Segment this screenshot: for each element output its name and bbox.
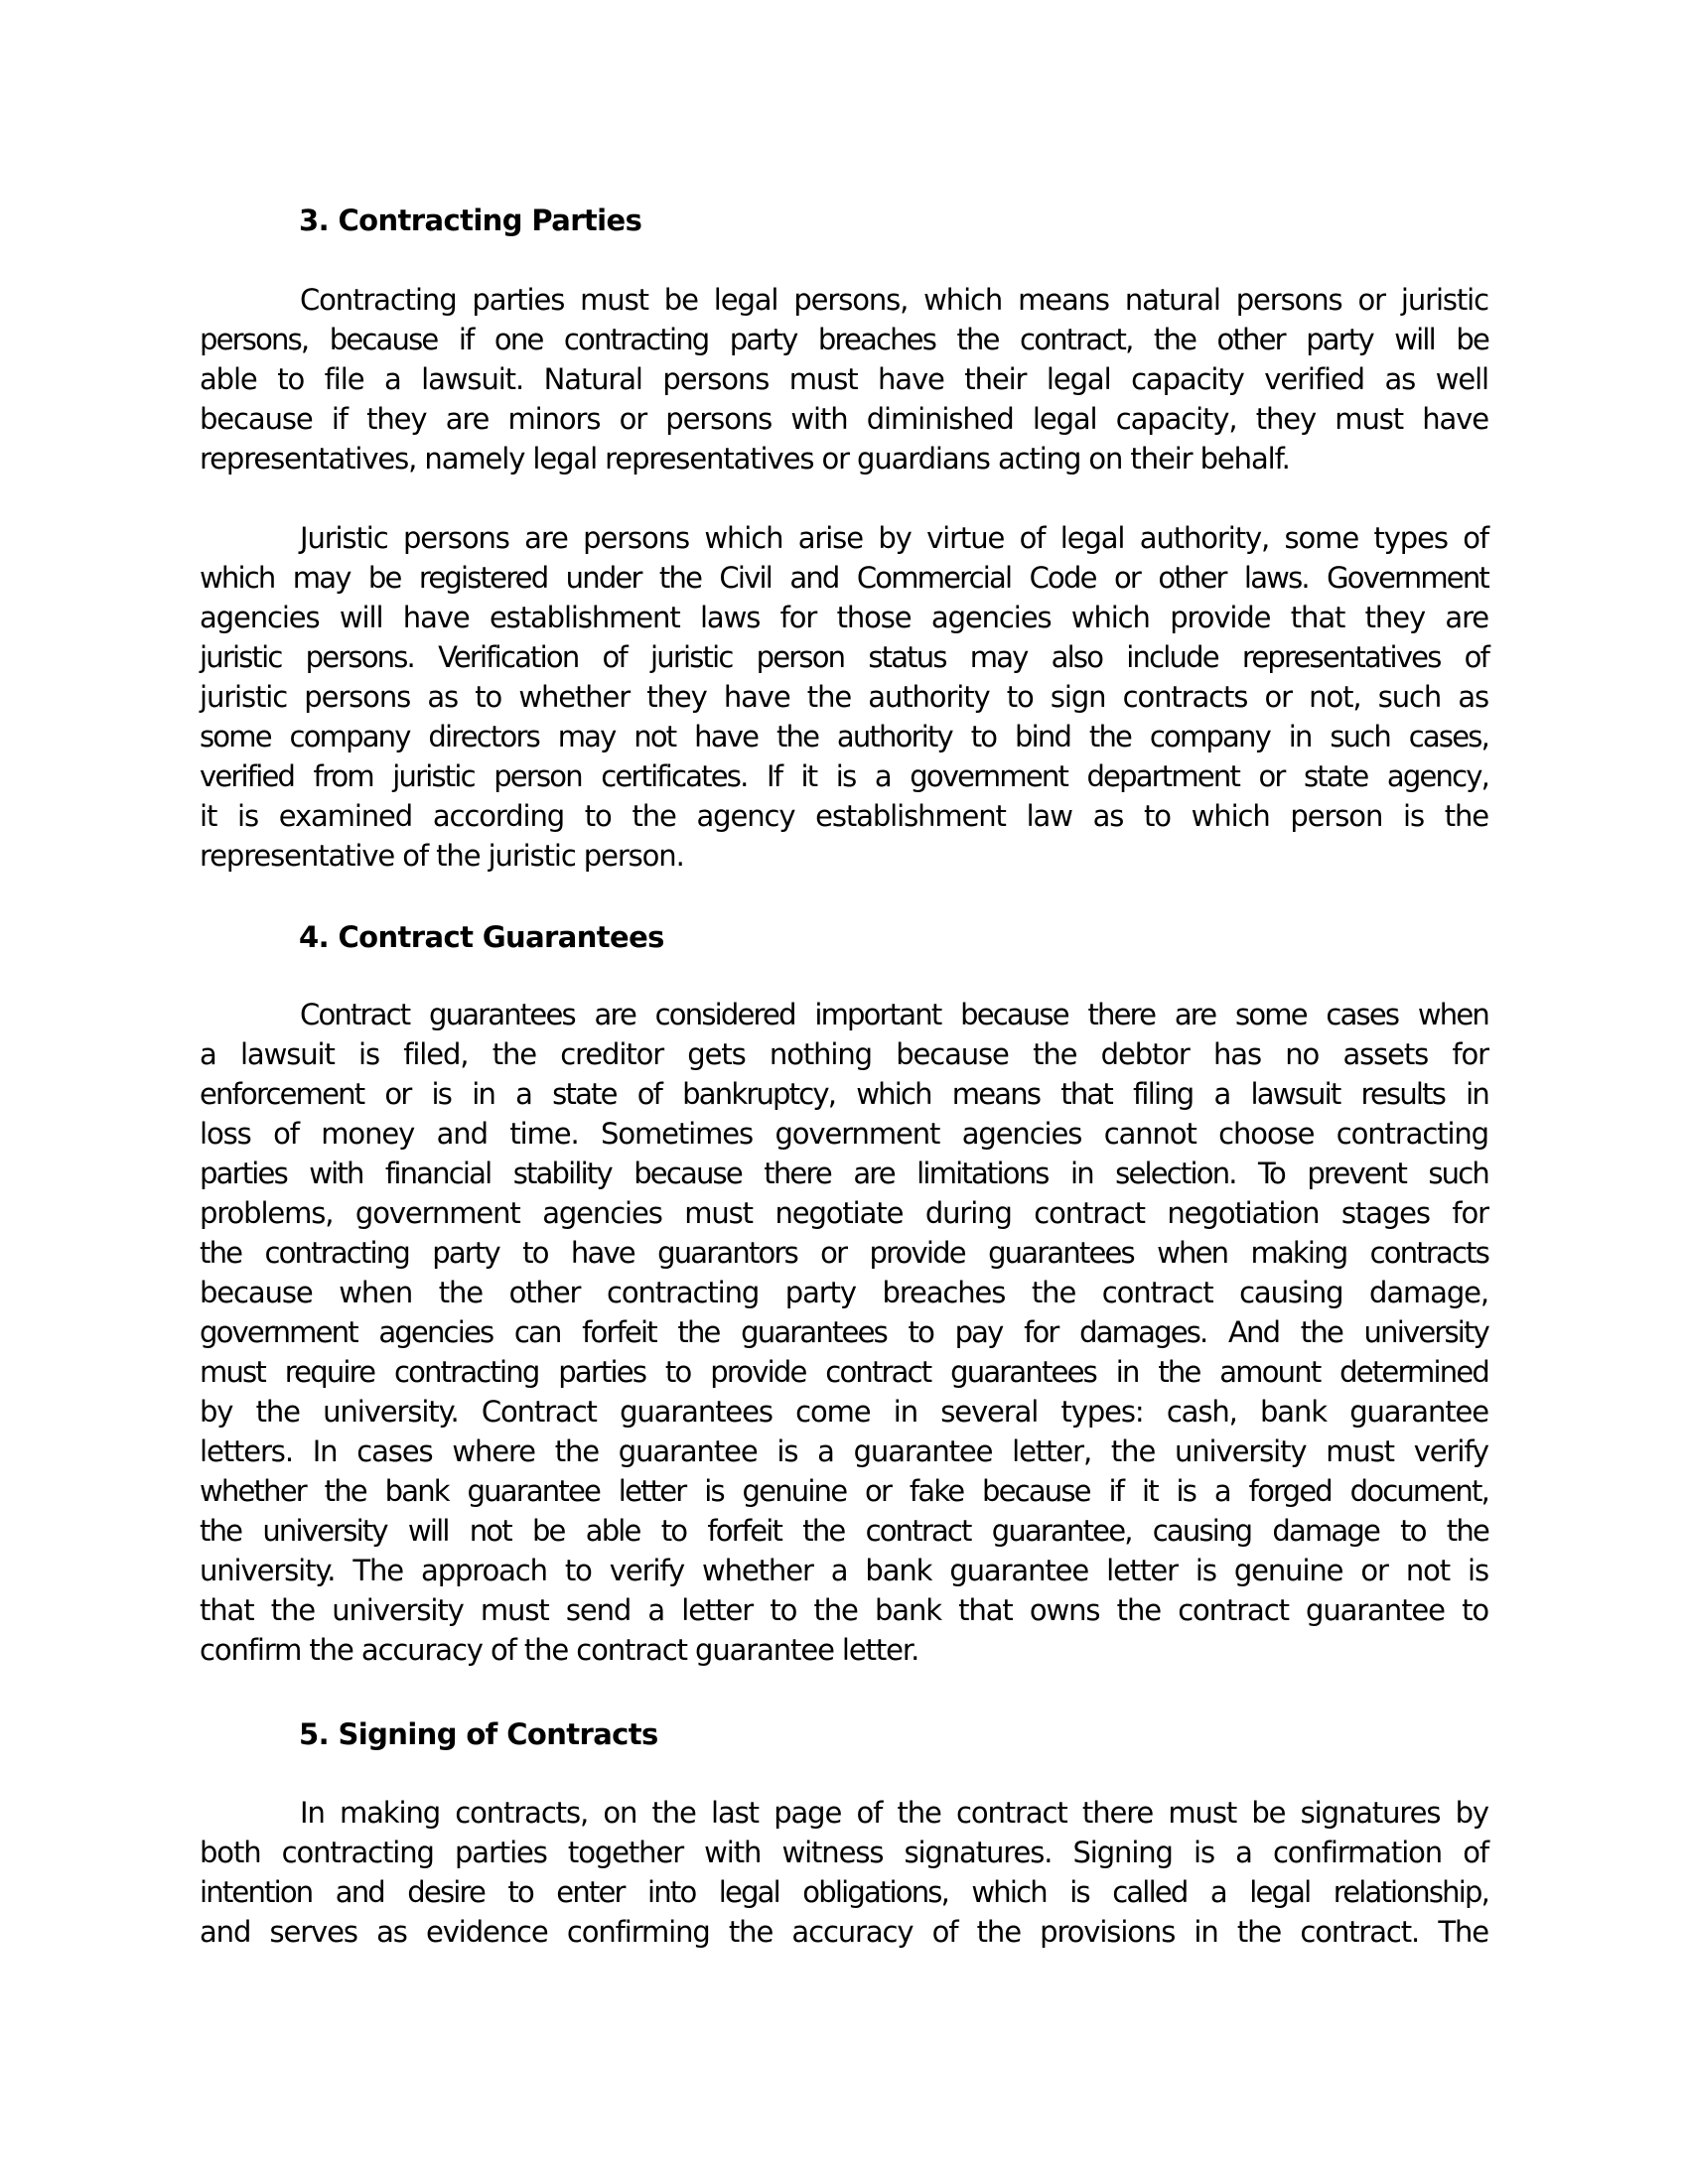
- text-line: must require contracting parties to provide contract guarantees in the amount determined: [200, 1355, 1488, 1389]
- text-line: persons, because if one contracting party breaches the contract, the other party will be: [200, 323, 1488, 356]
- text-line: the contracting party to have guarantors or provide guarantees when making contracts: [200, 1236, 1488, 1270]
- paragraph-signing-of-contracts: [200, 1793, 1488, 1952]
- section-heading-signing-of-contracts: 5. Signing of Contracts: [299, 1717, 658, 1751]
- paragraph-contracting-parties-1: [200, 280, 1488, 478]
- text-line: enforcement or is in a state of bankruptcy, which means that filing a lawsuit results in: [200, 1077, 1488, 1111]
- section-heading-contracting-parties: 3. Contracting Parties: [299, 204, 642, 237]
- text-line: juristic persons as to whether they have the authority to sign contracts or not, such as: [200, 680, 1488, 714]
- text-line: Contract guarantees are considered important because there are some cases when: [300, 998, 1488, 1031]
- text-line: representatives, namely legal representatives or guardians acting on their behalf.: [200, 442, 1290, 476]
- text-line: Juristic persons are persons which arise by virtue of legal authority, some types of: [300, 521, 1488, 555]
- text-line: whether the bank guarantee letter is genuine or fake because if it is a forged document,: [200, 1474, 1488, 1508]
- text-line: able to file a lawsuit. Natural persons must have their legal capacity verified as well: [200, 362, 1488, 396]
- text-line: university. The approach to verify whether a bank guarantee letter is genuine or not is: [200, 1554, 1488, 1587]
- text-line: agencies will have establishment laws for those agencies which provide that they are: [200, 601, 1488, 634]
- text-line: it is examined according to the agency establishment law as to which person is the: [200, 799, 1488, 833]
- text-line: confirm the accuracy of the contract guarantee letter.: [200, 1633, 919, 1667]
- text-line: a lawsuit is filed, the creditor gets nothing because the debtor has no assets for: [200, 1037, 1488, 1071]
- text-line: the university will not be able to forfeit the contract guarantee, causing damage to the: [200, 1514, 1488, 1548]
- text-line: problems, government agencies must negotiate during contract negotiation stages for: [200, 1196, 1488, 1230]
- text-line: by the university. Contract guarantees come in several types: cash, bank guarantee: [200, 1395, 1488, 1429]
- text-line: In making contracts, on the last page of the contract there must be signatures by: [300, 1796, 1488, 1830]
- text-line: that the university must send a letter to the bank that owns the contract guarantee to: [200, 1593, 1488, 1627]
- text-line: verified from juristic person certificates. If it is a government department or state agency,: [200, 759, 1488, 793]
- text-line: representative of the juristic person.: [200, 839, 684, 873]
- paragraph-contracting-parties-2: [200, 518, 1488, 876]
- text-line: because if they are minors or persons with diminished legal capacity, they must have: [200, 402, 1488, 436]
- text-line: which may be registered under the Civil and Commercial Code or other laws. Government: [200, 561, 1488, 595]
- text-line: loss of money and time. Sometimes government agencies cannot choose contracting: [200, 1117, 1488, 1151]
- text-line: intention and desire to enter into legal obligations, which is called a legal relationship,: [200, 1875, 1488, 1909]
- text-line: and serves as evidence confirming the accuracy of the provisions in the contract. The: [200, 1915, 1488, 1949]
- text-line: some company directors may not have the authority to bind the company in such cases,: [200, 720, 1488, 753]
- paragraph-contract-guarantees: [200, 995, 1488, 1670]
- text-line: Contracting parties must be legal persons, which means natural persons or juristic: [300, 283, 1488, 317]
- text-line: government agencies can forfeit the guarantees to pay for damages. And the university: [200, 1315, 1488, 1349]
- text-line: letters. In cases where the guarantee is a guarantee letter, the university must verify: [200, 1434, 1488, 1468]
- text-line: parties with financial stability because there are limitations in selection. To prevent such: [200, 1157, 1488, 1190]
- text-line: juristic persons. Verification of juristic person status may also include representatives of: [200, 640, 1488, 674]
- section-heading-contract-guarantees: 4. Contract Guarantees: [299, 920, 664, 954]
- text-line: both contracting parties together with witness signatures. Signing is a confirmation of: [200, 1836, 1488, 1869]
- text-line: because when the other contracting party breaches the contract causing damage,: [200, 1276, 1488, 1309]
